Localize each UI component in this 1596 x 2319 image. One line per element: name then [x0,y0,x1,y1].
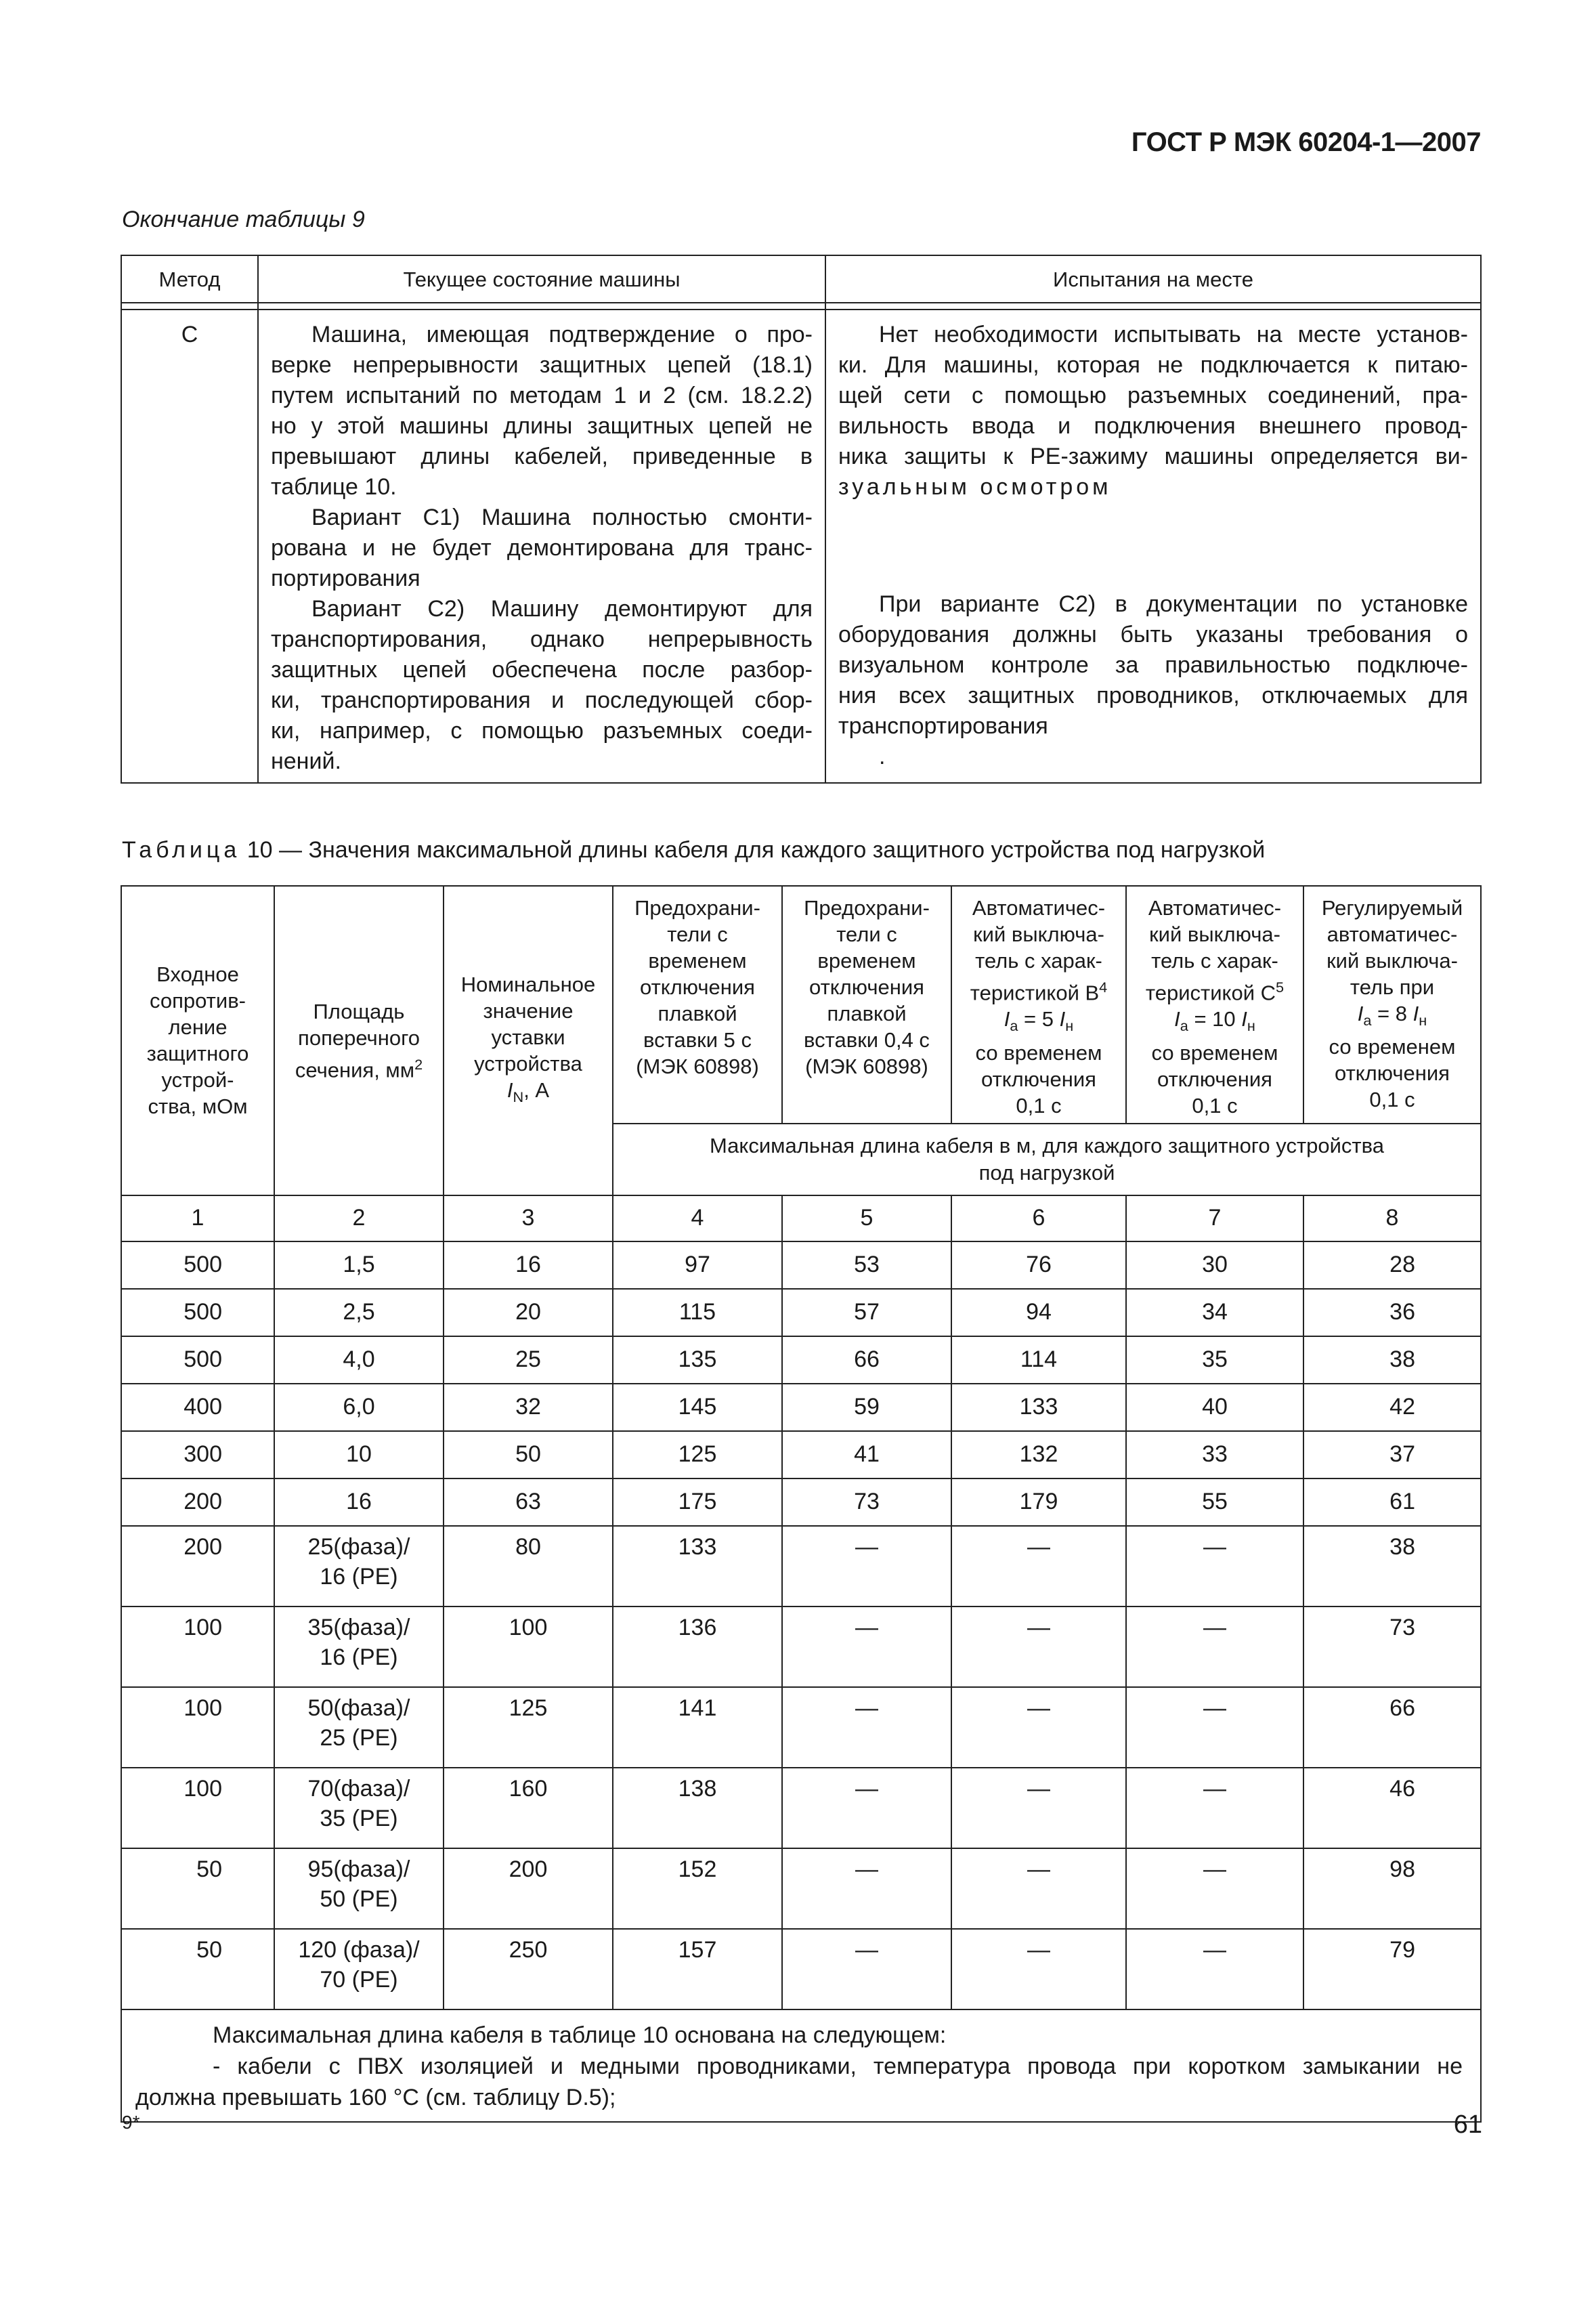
state-line: путем испытаний по методам 1 и 2 (см. 18.2.2) [271,383,813,408]
table-cell: — [1126,1526,1303,1607]
table-cell: 152 [613,1848,782,1929]
method-cell: C [121,310,258,783]
cross-section-pe: 70 (PE) [320,1966,398,1993]
table-row [121,1384,1481,1431]
col-number: 7 [1126,1195,1303,1241]
cross-section-phase: 120 (фаза)/ [298,1936,420,1963]
header-site-tests: Испытания на месте [825,255,1481,303]
state-line: Машина, имеющая подтверждение о про- [311,322,813,347]
table-cell: 38 [1303,1526,1481,1607]
table-cell: — [1126,1848,1303,1929]
test-line: транспортирования [838,713,1048,739]
col-number: 1 [121,1195,274,1241]
table-cell: 35 [1126,1336,1303,1384]
table-cell: 500 [121,1289,274,1336]
table-cell: 73 [782,1478,951,1526]
table-cell: 132 [951,1431,1126,1478]
col-number: 4 [613,1195,782,1241]
table-cell: 94 [951,1289,1126,1336]
header-adjustable-breaker: Регулируемый автоматичес- кий выключа- тель при $I_а = 8$ $I_н$ со временем отключения 0,1 с [1303,886,1481,1124]
column-numbers-row [121,1195,1481,1241]
state-line: портирования [271,566,420,591]
header-input-resistance: Входное сопротив- ление защитного устрой- ства, мОм [121,886,274,1195]
test-line: щей сети с помощью разъемных соединений, пра- [838,383,1468,408]
state-line: превышают длины кабелей, приведенные в [271,444,813,469]
state-line: транспортирования, однако непрерывность [271,626,813,652]
state-line: ки, транспортирования и последующей сбор- [271,687,813,713]
table-cell: 2,5 [274,1289,444,1336]
note-line: - кабели с ПВХ изоляцией и медными проводниками, температура провода при коротком замыкании не [213,2053,1463,2079]
table-cell: 133 [613,1526,782,1607]
table-cell: — [1126,1687,1303,1768]
table-cell: 25 [444,1336,613,1384]
cross-section-phase: 95(фаза)/ [307,1856,410,1882]
table-cell: 98 [1303,1848,1481,1929]
header-fuse-5s: Предохрани- тели с временем отключения плавкой вставки 5 с (МЭК 60898) [613,886,782,1124]
table9-end-caption: Окончание таблицы 9 [122,207,365,232]
table-cell: 125 [613,1431,782,1478]
col-number: 6 [951,1195,1126,1241]
state-line: ки, например, с помощью разъемных соеди- [271,718,813,744]
table-cell: 10 [274,1431,444,1478]
header-breaker-c: Автоматичес- кий выключа- тель с харак- теристикой $С^5$ $I_а = 10$ $I_н$ со временем отключения 0,1 с [1126,886,1303,1124]
table-cell: 55 [1126,1478,1303,1526]
site-tests-cell [825,310,1481,783]
table-cell: 500 [121,1241,274,1289]
cross-section-pe: 50 (PE) [320,1886,398,1912]
table-cell: 6,0 [274,1384,444,1431]
table-row [121,1768,1481,1848]
table-cell: 200 [121,1478,274,1526]
note-line: Максимальная длина кабеля в таблице 10 основана на следующем: [213,2022,947,2048]
table-cell: — [1126,1929,1303,2009]
table-row [121,1929,1481,2009]
table-cell [274,1526,444,1607]
table-cell: 250 [444,1929,613,2009]
table-cell: 141 [613,1687,782,1768]
state-line: но у этой машины длины защитных цепей не [271,413,813,439]
table-row [121,1431,1481,1478]
test-line: При варианте С2) в документации по установке [879,591,1468,617]
cross-section-phase: 50(фаза)/ [307,1695,410,1721]
cross-section-pe: 16 (PE) [320,1563,398,1590]
state-line: нений. [271,748,341,774]
table-cell: 179 [951,1478,1126,1526]
table-cell: — [951,1848,1126,1929]
table-cell: 4,0 [274,1336,444,1384]
table-row [121,1241,1481,1289]
table-cell: 16 [274,1478,444,1526]
header-fuse-04s: Предохрани- тели с временем отключения плавкой вставки 0,4 с (МЭК 60898) [782,886,951,1124]
table-cell: — [782,1607,951,1687]
test-line: вильность ввода и подключения внешнего провод- [838,413,1468,439]
table-cell: 100 [121,1768,274,1848]
table-cell: 40 [1126,1384,1303,1431]
test-line: ника защиты к PE-зажиму машины определяется ви- [838,444,1468,469]
header-current-state: Текущее состояние машины [258,255,825,303]
table-cell: 76 [951,1241,1126,1289]
table-cell: 28 [1303,1241,1481,1289]
table-cell: 30 [1126,1241,1303,1289]
state-line: рована и не будет демонтирована для транс- [271,535,813,561]
table-cell: — [782,1526,951,1607]
table-cell: 80 [444,1526,613,1607]
table-cell: 500 [121,1336,274,1384]
test-line: оборудования должны быть указаны требования о [838,622,1468,647]
cross-section-pe: 35 (PE) [320,1805,398,1831]
table-row [121,1607,1481,1687]
table-cell [274,1929,444,2009]
table-cell: 136 [613,1607,782,1687]
test-line: зуальным осмотром [838,474,1112,500]
table-cell: 200 [121,1526,274,1607]
cross-section-pe: 16 (PE) [320,1644,398,1670]
table-cell: — [782,1687,951,1768]
table-cell [274,1687,444,1768]
table-cell: 41 [782,1431,951,1478]
table-cell: 200 [444,1848,613,1929]
table-cell: 115 [613,1289,782,1336]
table10 [121,885,1482,2123]
table-cell: — [782,1929,951,2009]
table-cell: 300 [121,1431,274,1478]
table-cell: 38 [1303,1336,1481,1384]
table-cell: 63 [444,1478,613,1526]
header-nominal-setting: Номинальное значение уставки устройства $I_N$, А [444,886,613,1195]
table-cell: 135 [613,1336,782,1384]
simple-rows [121,1241,1481,1526]
document-id-header: ГОСТ Р МЭК 60204-1—2007 [1131,127,1481,157]
table-cell: 160 [444,1768,613,1848]
table-cell: 16 [444,1241,613,1289]
table-cell: 33 [1126,1431,1303,1478]
table-cell: 37 [1303,1431,1481,1478]
table-cell: — [1126,1607,1303,1687]
table-cell: — [951,1687,1126,1768]
state-line: Вариант С2) Машину демонтируют для [311,596,813,622]
table-cell: 73 [1303,1607,1481,1687]
cross-section-pe: 25 (PE) [320,1724,398,1751]
table-cell: 50 [121,1848,274,1929]
table-cell: 100 [121,1607,274,1687]
table-cell: 1,5 [274,1241,444,1289]
current-state-cell [258,310,825,783]
header-method: Метод [121,255,258,303]
caption-label: Таблица [122,837,241,863]
table-cell: 400 [121,1384,274,1431]
table-cell: 79 [1303,1929,1481,2009]
table-cell: 59 [782,1384,951,1431]
table-cell: 42 [1303,1384,1481,1431]
test-line: ки. Для машины, которая не подключается к питаю- [838,352,1468,378]
page-number: 61 [1453,2110,1482,2139]
table-row [121,1526,1481,1607]
table-cell: 100 [121,1687,274,1768]
test-line: ния всех защитных проводников, отключаемых для [838,683,1468,708]
footer-sheet-mark: 9* [122,2112,140,2133]
table-cell: 66 [782,1336,951,1384]
table-cell: 175 [613,1478,782,1526]
table-cell: 125 [444,1687,613,1768]
table-cell: — [782,1768,951,1848]
cross-section-phase: 35(фаза)/ [307,1614,410,1640]
table-cell: 145 [613,1384,782,1431]
table-cell: — [951,1768,1126,1848]
header-breaker-b: Автоматичес- кий выключа- тель с харак- теристикой $В^4$ $I_а = 5$ $I_н$ со временем отключения 0,1 с [951,886,1126,1124]
state-line: защитных цепей обеспечена после разбор- [271,657,813,683]
table10-caption [122,837,1265,864]
split-rows [121,1526,1481,2009]
col-number: 3 [444,1195,613,1241]
table-cell: 46 [1303,1768,1481,1848]
table-cell: 66 [1303,1687,1481,1768]
col-number: 5 [782,1195,951,1241]
table-cell: 133 [951,1384,1126,1431]
table-cell: 36 [1303,1289,1481,1336]
table-cell: 32 [444,1384,613,1431]
table-cell: 61 [1303,1478,1481,1526]
table-cell: — [951,1607,1126,1687]
test-line: . [879,744,886,769]
test-line: Нет необходимости испытывать на месте установ- [879,322,1468,347]
table-cell: — [782,1848,951,1929]
table-cell [274,1848,444,1929]
header-cross-section: Площадь поперечного сечения, $мм^2$ [274,886,444,1195]
note-line: должна превышать 160 °С (см. таблицу D.5); [135,2084,616,2110]
col-number: 8 [1303,1195,1481,1241]
table9-end [121,255,1482,784]
col-number: 2 [274,1195,444,1241]
state-line: Вариант С1) Машина полностью смонти- [311,505,813,530]
table-cell: 50 [121,1929,274,2009]
table-row [121,1848,1481,1929]
table-cell: — [951,1929,1126,2009]
table-cell: — [1126,1768,1303,1848]
caption-text: — Значения максимальной длины кабеля для каждого защитного устройства под нагрузкой [279,837,1266,863]
state-line: таблице 10. [271,474,397,500]
table-cell: 20 [444,1289,613,1336]
table-row [121,1478,1481,1526]
table-row [121,1289,1481,1336]
table-cell: 138 [613,1768,782,1848]
table-cell: — [951,1526,1126,1607]
table-cell: 50 [444,1431,613,1478]
cross-section-phase: 25(фаза)/ [307,1533,410,1560]
table-row [121,1336,1481,1384]
table-cell: 100 [444,1607,613,1687]
cross-section-phase: 70(фаза)/ [307,1775,410,1802]
header-max-length: Максимальная длина кабеля в м, для каждого защитного устройства под нагрузкой [613,1124,1481,1195]
table-cell: 97 [613,1241,782,1289]
table-cell [274,1768,444,1848]
state-line: верке непрерывности защитных цепей (18.1) [271,352,813,378]
test-line: визуальном контроле за правильностью подключе- [838,652,1468,678]
table-cell: 157 [613,1929,782,2009]
table-cell: 34 [1126,1289,1303,1336]
table10-note [121,2009,1481,2122]
table-cell: 53 [782,1241,951,1289]
caption-number: 10 [246,837,273,863]
table-cell: 57 [782,1289,951,1336]
table-cell [274,1607,444,1687]
table-cell: 114 [951,1336,1126,1384]
table-row [121,1687,1481,1768]
